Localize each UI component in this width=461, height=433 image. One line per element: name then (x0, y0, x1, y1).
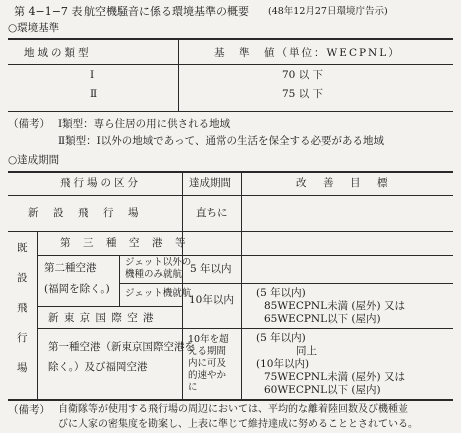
existing-char-4: 行 (17, 332, 28, 344)
first-class-label-1: 第一種空港（新東京国際空港を (48, 341, 195, 353)
rule (37, 231, 38, 399)
section-heading-period: ○達成期間 (8, 154, 60, 166)
title-note: (48年12月27日環境庁告示) (268, 6, 388, 17)
first-class-label-2: 除く。）及び福岡空港 (48, 361, 148, 373)
second-class-exclusion: (福岡を除く。) (44, 283, 110, 295)
first-class-period-3: 内に可及 (188, 358, 227, 369)
first-class-period-5: に (188, 382, 198, 393)
target-a-indoor: 65WECPNL以下 (屋内) (264, 313, 381, 325)
second-class-label: 第二種空港 (44, 262, 97, 274)
table-number: 第 4−1−7 表 (14, 5, 83, 18)
rule (241, 171, 242, 399)
rule (8, 111, 453, 112)
remark-sdf-2: びに人家の密集度を勘案し、上表に準じて維持達成に努めることとされている。 (58, 419, 418, 430)
col-header-category: 飛行場の区分 (60, 177, 141, 189)
non-jet-label-2: 機種のみ就航 (125, 269, 183, 280)
remarks-label: （備考） (8, 118, 50, 130)
col-header-target: 改 善 目 標 (296, 177, 391, 189)
existing-char-3: 飛 (17, 302, 28, 314)
existing-char-5: 場 (17, 362, 28, 374)
page-title: 航空機騒音に係る環境基準の概要 (84, 5, 249, 18)
remark-sdf-1: 自衛隊等が使用する飛行場の周辺においては、平均的な離着陸回数及び機種並 (58, 404, 408, 415)
new-tokyo-airport: 新 東 京 国 際 空 港 (48, 312, 155, 324)
target-b-indoor: 60WECPNL以下 (屋内) (264, 384, 381, 396)
new-airport-period: 直ちに (196, 207, 228, 219)
rule (119, 255, 120, 306)
rule (8, 171, 453, 173)
target-a-period: (5 年以内) (256, 287, 306, 299)
remarks-label-2: （備考） (8, 404, 50, 416)
section-heading-standards: ○環境基準 (8, 22, 60, 34)
standard-value-2: 75 以 下 (282, 88, 324, 100)
rule (119, 283, 453, 284)
existing-char-1: 既 (17, 242, 28, 254)
rule (37, 328, 453, 329)
region-type-2: Ⅱ (90, 88, 98, 100)
rule (8, 231, 453, 232)
rule (182, 171, 183, 399)
rule (37, 255, 453, 256)
remark-type-2: Ⅱ類型：Ⅰ以外の地域であって、通常の生活を保全する必要がある地域 (58, 135, 384, 147)
rule (8, 399, 453, 401)
target-b-same: 同上 (296, 345, 317, 357)
rule (8, 38, 453, 40)
jet-label: ジェット機就航 (125, 288, 192, 299)
remark-type-1: Ⅰ類型：専ら住居の用に供される地域 (58, 118, 231, 130)
target-b-period-10y: (10年以内) (256, 358, 310, 370)
standard-value-1: 70 以 下 (282, 69, 324, 81)
region-type-1: Ⅰ (90, 69, 95, 81)
existing-char-2: 設 (17, 272, 28, 284)
non-jet-label-1: ジェット以外の (125, 257, 192, 268)
non-jet-period: 5 年以内 (190, 263, 232, 275)
first-class-period-1: 10年を超 (188, 334, 229, 345)
first-class-period-4: 的速やか (188, 370, 227, 381)
new-airport-label: 新 設 飛 行 場 (28, 207, 141, 219)
rule (8, 195, 453, 196)
rule (178, 38, 179, 112)
rule (8, 64, 453, 65)
col-header-standard-value: 基 準 値（単位：WECPNL） (214, 47, 401, 59)
col-header-region-type: 地域の類型 (24, 47, 92, 59)
target-b-period-5y: (5 年以内) (256, 332, 306, 344)
target-a-outdoor: 85WECPNL未満 (屋外) 又は (264, 300, 405, 312)
rule (37, 306, 182, 307)
third-class-airport: 第 三 種 空 港 等 (60, 237, 187, 249)
jet-period: 10年以内 (189, 294, 234, 306)
target-b-outdoor: 75WECPNL未満 (屋外) 又は (264, 371, 405, 383)
col-header-period: 達成期間 (189, 177, 231, 189)
first-class-period-2: える期間 (188, 346, 227, 357)
